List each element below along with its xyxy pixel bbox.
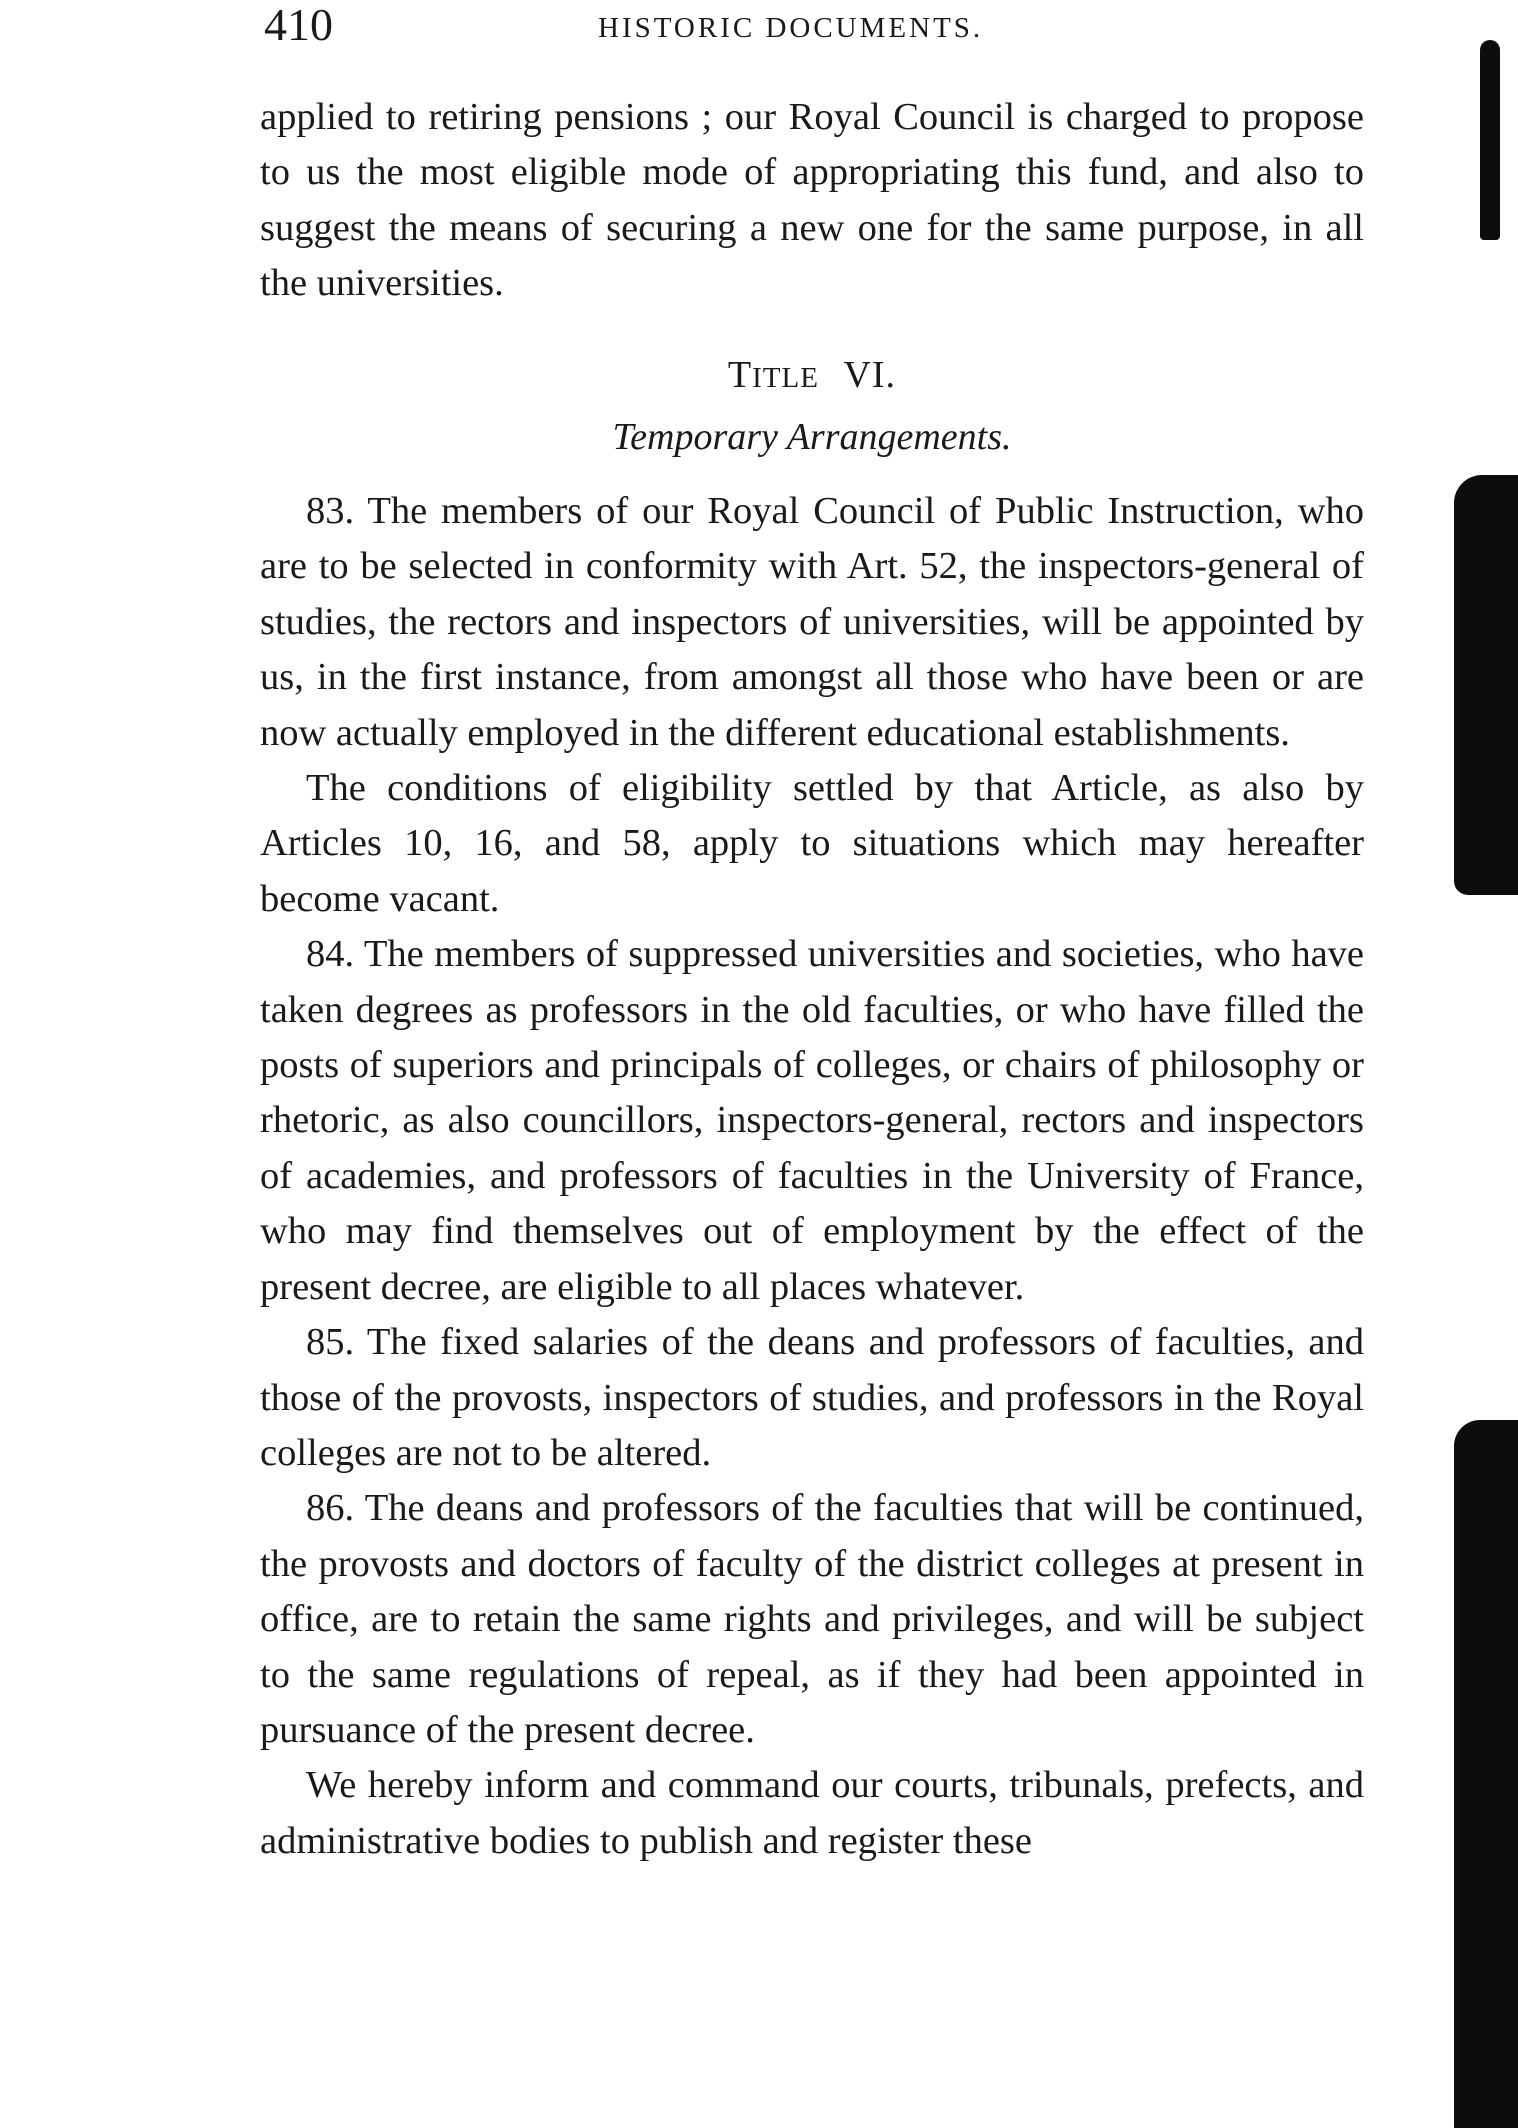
section-title-numeral: VI.	[843, 354, 897, 396]
section-subtitle: Temporary Arrangements.	[612, 416, 1012, 458]
paragraph-86: 86. The deans and professors of the faculties that will be continued, the provosts and doctors of faculty of the district colleges at present in office, are to retain the same rights and privileges, and will be subject to the same regulations of repeal, as if they had been appointed in pursuance of the present decree.	[260, 1487, 1364, 1751]
scan-edge-shadow-bottom	[1454, 1420, 1518, 2128]
paragraph-84: 84. The members of suppressed universities and societies, who have taken degrees as professors in the old faculties, or who have filled the posts of superiors and principals of colleges, or chairs of philosophy or rhetoric, as also councillors, inspectors-general, rectors and inspectors of academies, and professors of faculties in the University of France, who may find themselves out of employment by the effect of the present decree, are eligible to all places whatever.	[260, 933, 1364, 1308]
section-title	[260, 350, 1364, 403]
section-title-first-letter: T	[727, 354, 753, 396]
intro-paragraph-block	[260, 90, 1364, 312]
scan-edge-shadow-middle	[1454, 475, 1518, 895]
paragraph-85: 85. The fixed salaries of the deans and professors of faculties, and those of the provosts, inspectors of studies, and professors in the Royal colleges are not to be altered.	[260, 1321, 1364, 1474]
paragraph-83-eligibility: The conditions of eligibility settled by that Article, as also by Articles 10, 16, and 58, apply to situations which may hereafter become vacant.	[260, 767, 1364, 920]
intro-paragraph: applied to retiring pensions ; our Royal Council is charged to propose to us the most eligible mode of appropriating this fund, and also to suggest the means of securing a new one for the same purpose, in all the universities.	[260, 96, 1364, 305]
body-text	[260, 484, 1364, 1869]
scan-edge-shadow-top	[1480, 40, 1500, 240]
section-title-rest: ITLE	[752, 362, 819, 394]
page-number: 410	[264, 0, 333, 50]
paragraph-83: 83. The members of our Royal Council of Public Instruction, who are to be selected in conformity with Art. 52, the inspectors-general of studies, the rectors and inspectors of universities, will be appointed by us, in the first instance, from amongst all those who have been or are now actually employed in the different educational establishments.	[260, 490, 1364, 754]
paragraph-closing: We hereby inform and command our courts, tribunals, prefects, and administrative bodies to publish and register these	[260, 1764, 1364, 1862]
running-head: HISTORIC DOCUMENTS.	[598, 12, 984, 44]
